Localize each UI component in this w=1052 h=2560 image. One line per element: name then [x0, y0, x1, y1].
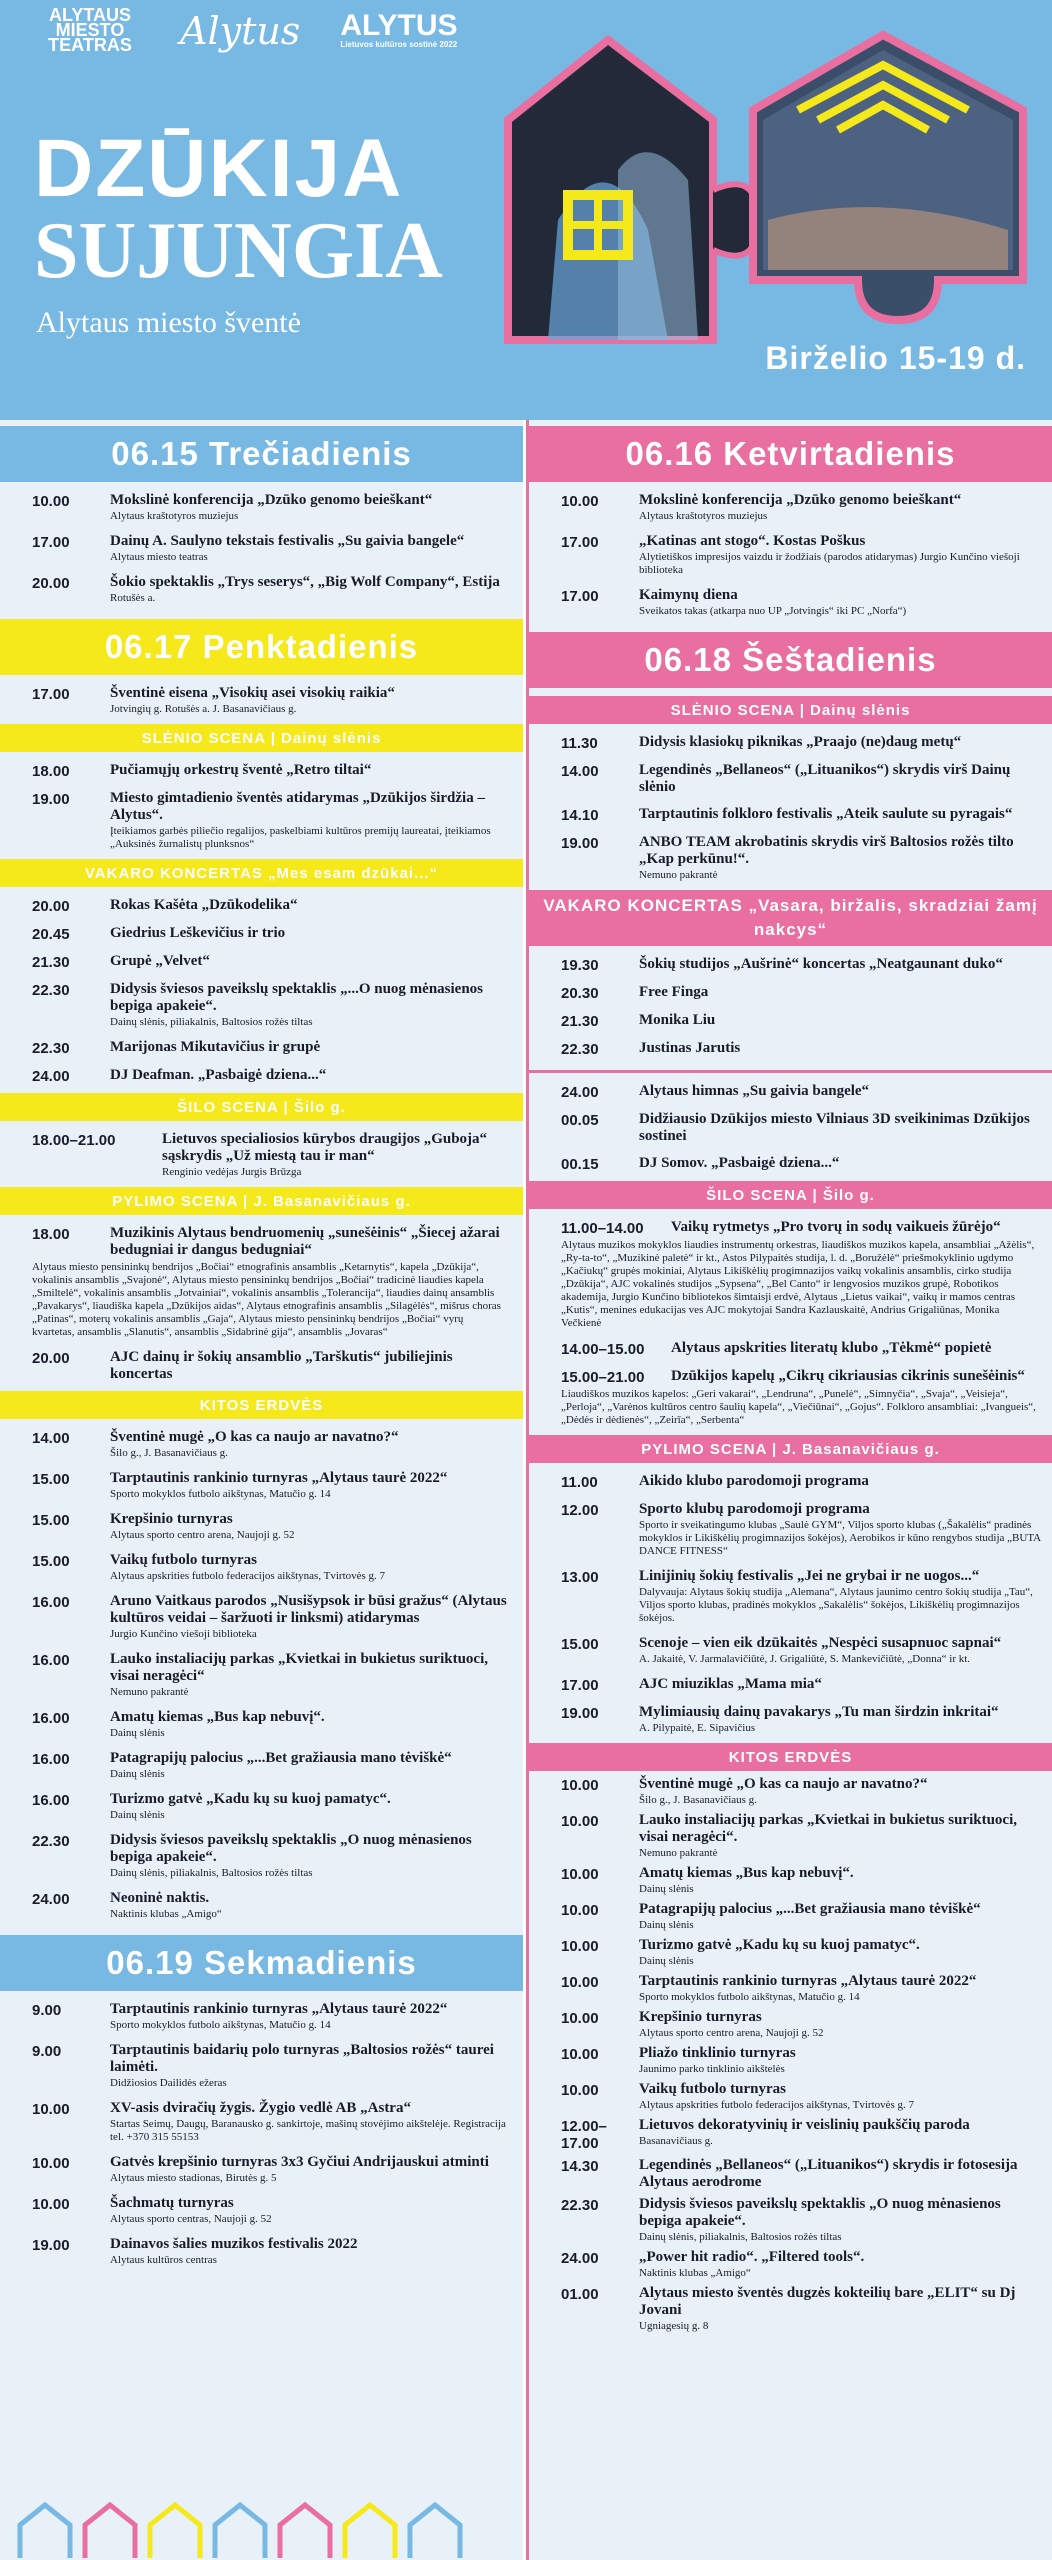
event-item — [0, 2195, 523, 2226]
event-item — [0, 1225, 523, 1259]
event-item — [0, 790, 523, 851]
event-venue: Alytaus miesto stadionas, Birutės g. 5 — [110, 2172, 277, 2184]
event-item — [0, 2042, 523, 2090]
event-item — [529, 1501, 1052, 1558]
event-time: 10.00 — [561, 1813, 599, 1830]
event-time: 9.00 — [32, 2043, 62, 2060]
event-time: 10.00 — [561, 1974, 599, 1991]
event-title: Mokslinė konferencija „Dzūko genomo beieškant“ — [110, 492, 433, 508]
event-time: 17.00 — [561, 1677, 599, 1694]
event-item — [529, 1568, 1052, 1625]
event-item — [529, 1812, 1052, 1860]
event-venue: Alytietiškos impresijos vaizdu ir žodžiais (parodos atidarymas) Jurgio Kunčino viešoji biblioteka — [639, 551, 1020, 576]
event-time: 10.00 — [561, 2046, 599, 2063]
event-time: 21.30 — [32, 954, 70, 971]
event-title: Kaimynų diena — [639, 587, 738, 603]
event-item — [529, 1340, 1052, 1358]
event-title: AJC miuziklas „Mama mia“ — [639, 1676, 822, 1692]
event-venue: Sporto ir sveikatingumo klubas „Saulė GYM“, Viljos sporto klubas („Šakalėlis“ pradinės mokyklos ir Likiškėlių progimnazijos šokėjos), Aerobikos ir kūno rengybos studija „BUTA DANCE FITNESS“ — [639, 1519, 1041, 1557]
event-venue: Nemuno pakrantė — [639, 1847, 718, 1859]
stage-header-vakaro-koncertas: VAKARO KONCERTAS „Vasara, biržalis, skradziai žamį nakcys“ — [529, 890, 1052, 946]
house-puzzle-illustration — [498, 20, 1038, 360]
event-time: 00.05 — [561, 1112, 599, 1129]
event-venue: Startas Seimų, Daugų, Baranausko g. sankirtoje, mašinų stovėjimo aikštelėje. Registracija tel. +370 315 55153 — [110, 2118, 506, 2143]
event-time: 10.00 — [32, 2196, 70, 2213]
event-venue: Dainų slėnis — [110, 1768, 165, 1780]
event-time: 11.00 — [561, 1474, 598, 1491]
event-item — [0, 1552, 523, 1583]
event-item — [529, 1040, 1052, 1058]
event-title: Lauko instaliacijų parkas „Kvietkai in bukietus suriktuoci, visai neragėci“. — [639, 1812, 1018, 1845]
event-time: 10.00 — [561, 2010, 599, 2027]
event-venue: Renginio vedėjas Jurgis Brūzga — [162, 1166, 302, 1178]
day15-events — [0, 492, 523, 605]
event-venue: Didžiosios Dailidės ežeras — [110, 2077, 227, 2089]
event-venue: Sveikatos takas (atkarpa nuo UP „Jotvingis“ iki PC „Norfa“) — [639, 605, 907, 617]
event-item — [529, 2045, 1052, 2076]
event-item — [0, 533, 523, 564]
event-time: 12.00–17.00 — [561, 2118, 607, 2152]
event-venue: Dalyvauja: Alytaus šokių studija „Alemana“, Alytaus jaunimo centro šokių studija „Tau“, Viljos sporto klubas, pradinės mokyklos „Sakalėlis“ šokėjos, Likiškėlių progimnazijos šokėjos. — [639, 1586, 1033, 1624]
day-header-0616: 06.16 Ketvirtadienis — [529, 426, 1052, 482]
kitos-erdves-list — [0, 1429, 523, 1921]
event-venue: Jaunimo parko tinklinio aikštelės — [639, 2063, 785, 2075]
event-time: 17.00 — [32, 534, 70, 551]
event-time: 14.30 — [561, 2158, 599, 2175]
event-item — [0, 1593, 523, 1641]
event-item — [529, 2285, 1052, 2333]
event-item — [0, 762, 523, 780]
event-venue: Alytaus apskrities futbolo federacijos aikštynas, Tvirtovės g. 7 — [110, 1570, 386, 1582]
event-item — [529, 1473, 1052, 1491]
event-item — [529, 1973, 1052, 2004]
event-time: 10.00 — [561, 1866, 599, 1883]
event-title: Mokslinė konferencija „Dzūko genomo beieškant“ — [639, 492, 962, 508]
event-time: 15.00 — [32, 1471, 70, 1488]
event-title: Šventinė mugė „O kas ca naujo ar navatno?“ — [639, 1776, 928, 1792]
event-title: Rokas Kašėta „Dzūkodelika“ — [110, 897, 298, 913]
event-time: 16.00 — [32, 1710, 70, 1727]
event-item — [529, 2117, 1052, 2152]
event-title: Dainų A. Saulyno tekstais festivalis „Su gaivia bangele“ — [110, 533, 465, 549]
event-title: Free Finga — [639, 984, 709, 1000]
event-item — [529, 834, 1052, 882]
event-title: Scenoje – vien eik dzūkaitės „Nespėci susapnuoc sapnai“ — [639, 1635, 1002, 1651]
event-item — [529, 2157, 1052, 2191]
event-venue: Alytaus kraštotyros muziejus — [110, 510, 239, 522]
event-time: 13.00 — [561, 1569, 599, 1586]
event-item — [529, 2081, 1052, 2112]
event-item — [0, 1470, 523, 1501]
event-item — [0, 1651, 523, 1699]
day16-events — [529, 492, 1052, 618]
event-title: Šachmatų turnyras — [110, 2195, 234, 2211]
event-time: 22.30 — [561, 1041, 599, 1058]
event-title: Alytaus himnas „Su gaivia bangele“ — [639, 1083, 870, 1099]
event-item — [529, 984, 1052, 1002]
stage-header-pylimo: PYLIMO SCENA | J. Basanavičiaus g. — [0, 1187, 523, 1215]
event-item — [529, 1012, 1052, 1030]
event-title: Turizmo gatvė „Kadu kų su kuoj pamatyc“. — [639, 1937, 920, 1953]
event-venue: Naktinis klubas „Amigo“ — [639, 2267, 751, 2279]
event-item — [0, 897, 523, 915]
event-item — [529, 1676, 1052, 1694]
event-title: DJ Deafman. „Pasbaigė dziena...“ — [110, 1067, 327, 1083]
event-participants: Alytaus muzikos mokyklos liaudies instrumentų orkestras, liaudiškos muzikos kapela, ansambliai „Ažėlis“, „Ry-ta-to“, „Muzikinė paletė“ ir kt., Astos Pilypaitės studija, l. d. „Boružėlė“ priešmokyklinio ugdymo „Kačiukų“ grupės mokiniai, Alytaus Likiškėlių progimnazijos vaikų vokalinis ansamblis, cirko studija „Dzūkija“, AJC vokalinės studijos „Sypsena“, „Bel Canto“ ir lengvosios muzikos grupė, Robotikos akademija, Jurgio Kunčino bibliotekos šimtaisji erdvė, Alytaus „Lietus vaikai“, vaikų ir mamos centras „Kutis“, menines edukacijas ves AJC mokytojai Sandra Kazlauskaitė, Andrius Grigaliūnas, Monika Večkienė — [561, 1239, 1035, 1329]
event-venue: Ugniagesių g. 8 — [639, 2320, 709, 2332]
event-time: 10.00 — [561, 1902, 599, 1919]
event-item — [0, 2154, 523, 2185]
festival-dates: Birželio 15-19 d. — [765, 340, 1026, 376]
event-title: Krepšinio turnyras — [639, 2009, 762, 2025]
event-title: Didysis šviesos paveikslų spektaklis „...O nuog mėnasienos bepiga apakeie“. — [110, 981, 484, 1014]
event-time: 22.30 — [32, 1040, 70, 1057]
event-item — [0, 1429, 523, 1460]
event-title: Pliažo tinklinio turnyras — [639, 2045, 796, 2061]
right-column — [526, 420, 1052, 2560]
event-item — [0, 492, 523, 523]
event-item — [529, 1937, 1052, 1968]
event-item — [0, 1709, 523, 1740]
event-time: 24.00 — [561, 2250, 599, 2267]
event-venue: Alytaus sporto centro arena, Naujoji g. 52 — [110, 1529, 295, 1541]
event-time: 24.00 — [561, 1084, 599, 1101]
event-venue: Šilo g., J. Basanavičiaus g. — [639, 1794, 757, 1806]
event-time: 11.30 — [561, 735, 598, 752]
poster-title-line1: DZŪKIJA — [34, 123, 404, 214]
event-title: Legendinės „Bellaneos“ („Lituanikos“) skrydis virš Dainų slėnio — [639, 762, 1011, 795]
stage-header-silo: ŠILO SCENA | Šilo g. — [0, 1093, 523, 1121]
event-item — [529, 1865, 1052, 1896]
event-participants: Alytaus miesto pensininkų bendrijos „Bočiai“ etnografinis ansamblis „Ketarnytis“, kapela „Dzūkija“, vokalinis ansamblis „Svajonė“, Alytaus miesto pensininkų bendrijos „Bočiai“ tradicinė liaudies kapela „Smiltelė“, vokalinis ansamblis „Jotvainiai“, vokalinis ansamblis „Tolerancija“, liaudies dainų ansamblis „Pavakarys“, liaudiška kapela „Dzūkijos aidas“, Alytaus etnografinis ansamblis „Silagėlės“, mišrus choras „Patinas“, moterų vokalinis ansamblis „Gaja“, Alytaus miesto pensininkų bendrijos „Bočiai“ vyrų kvartetas, ansamblis „Slanutis“, ansamblis „Sidabrinė gija“, ansamblis „Jovaras“ — [32, 1261, 501, 1338]
day-header-0615: 06.15 Trečiadienis — [0, 426, 523, 482]
event-title: Grupė „Velvet“ — [110, 953, 210, 969]
stage-header-kitos-erdves: KITOS ERDVĖS — [0, 1391, 523, 1419]
event-item — [0, 574, 523, 605]
event-venue: Jotvingių g. Rotušės a. J. Basanavičiaus g. — [110, 703, 297, 715]
event-title: Tarptautinis rankinio turnyras „Alytaus taurė 2022“ — [110, 2001, 448, 2017]
event-venue: Nemuno pakrantė — [639, 869, 718, 881]
event-title: Mylimiausių dainų pavakarys „Tu man širdzin inkritai“ — [639, 1704, 999, 1720]
event-time: 20.00 — [32, 575, 70, 592]
event-venue: Sporto mokyklos futbolo aikštynas, Matučio g. 14 — [110, 2019, 331, 2031]
event-venue: Jurgio Kunčino viešoji biblioteka — [110, 1628, 257, 1640]
event-venue: Dainų slėnis — [639, 1919, 694, 1931]
event-title: Tarptautinis rankinio turnyras „Alytaus taurė 2022“ — [639, 1973, 977, 1989]
event-time: 15.00–21.00 — [561, 1369, 645, 1386]
event-venue: Sporto mokyklos futbolo aikštynas, Matučio g. 14 — [110, 1488, 331, 1500]
event-venue: Dainų slėnis, piliakalnis, Baltosios rožės tiltas — [110, 1867, 313, 1879]
event-title: Dainavos šalies muzikos festivalis 2022 — [110, 2236, 358, 2252]
event-title: Justinas Jarutis — [639, 1040, 741, 1056]
event-time: 15.00 — [561, 1636, 599, 1653]
event-title: Sporto klubų parodomoji programa — [639, 1501, 870, 1517]
event-title: Šventinė eisena „Visokių asei visokių raikia“ — [110, 685, 395, 701]
footer-houses-decoration — [0, 2500, 526, 2560]
stage-header-slenio: SLĖNIO SCENA | Dainų slėnis — [529, 696, 1052, 724]
event-time: 00.15 — [561, 1156, 599, 1173]
event-title: Aruno Vaitkaus parodos „Nusišypsok ir būsi gražus“ (Alytaus kultūros veidai – šaržuoti ir linksmi) atidarymas — [110, 1593, 507, 1626]
event-time: 14.00 — [561, 763, 599, 780]
event-title: Lietuvos specialiosios kūrybos draugijos „Guboja“ sąskrydis „Už miestą tau ir man“ — [162, 1131, 488, 1164]
left-column — [0, 420, 526, 2560]
event-title: AJC dainų ir šokių ansamblio „Tarškutis“ jubiliejinis koncertas — [110, 1349, 453, 1382]
event-title: Marijonas Mikutavičius ir grupė — [110, 1039, 321, 1055]
event-item — [0, 1349, 523, 1383]
divider — [529, 1070, 1052, 1073]
event-item — [529, 533, 1052, 577]
teatras-logo: ALYTAUS MIESTO TEATRAS — [48, 5, 132, 55]
event-item — [0, 1890, 523, 1921]
event-venue: Nemuno pakrantė — [110, 1686, 189, 1698]
event-title: Vaikų futbolo turnyras — [110, 1552, 257, 1568]
event-time: 20.00 — [32, 1350, 70, 1367]
event-title: Vaikų rytmetys „Pro tvorų in sodų vaikueis žūrėjo“ — [671, 1219, 1001, 1235]
event-venue: Dainų slėnis — [639, 1883, 694, 1895]
poster-header — [0, 0, 1052, 420]
event-title: Didysis šviesos paveikslų spektaklis „O nuog mėnasienos bepiga apakeie“. — [639, 2196, 1001, 2229]
day19-events — [0, 2001, 523, 2267]
event-title: DJ Somov. „Pasbaigė dziena...“ — [639, 1155, 840, 1171]
event-item — [0, 981, 523, 1029]
event-item — [529, 1111, 1052, 1145]
event-title: Amatų kiemas „Bus kap nebuvį“. — [639, 1865, 854, 1881]
event-title: Linijinių šokių festivalis „Jei ne grybai ir ne uogos...“ — [639, 1568, 980, 1584]
event-title: Šokių studijos „Aušrinė“ koncertas „Neatgaunant duko“ — [639, 956, 1003, 972]
event-title: Krepšinio turnyras — [110, 1511, 233, 1527]
event-time: 10.00 — [32, 2155, 70, 2172]
event-venue: Alytaus sporto centro arena, Naujoji g. 52 — [639, 2027, 824, 2039]
event-venue: Rotušės a. — [110, 592, 156, 604]
event-time: 18.00 — [32, 1226, 70, 1243]
event-item — [529, 1219, 1052, 1237]
event-time: 19.00 — [32, 791, 70, 808]
kitos-erdves-list — [529, 1776, 1052, 2333]
event-time: 15.00 — [32, 1553, 70, 1570]
event-item — [529, 1155, 1052, 1173]
event-title: Aikido klubo parodomoji programa — [639, 1473, 869, 1489]
event-title: Tarptautinis rankinio turnyras „Alytaus taurė 2022“ — [110, 1470, 448, 1486]
event-title: Didysis klasiokų piknikas „Praajo (ne)daug metų“ — [639, 734, 962, 750]
event-title: Dzūkijos kapelų „Cikrų cikriausias cikrinis sunešėinis“ — [671, 1368, 1025, 1384]
event-time: 10.00 — [32, 2101, 70, 2118]
event-time: 16.00 — [32, 1792, 70, 1809]
poster-subtitle: Alytaus miesto šventė — [36, 306, 301, 339]
event-title: Vaikų futbolo turnyras — [639, 2081, 786, 2097]
event-title: Lauko instaliacijų parkas „Kvietkai in bukietus suriktuoci, visai neragėci“ — [110, 1651, 489, 1684]
event-time: 15.00 — [32, 1512, 70, 1529]
event-time: 16.00 — [32, 1594, 70, 1611]
event-venue: Alytaus apskrities futbolo federacijos aikštynas, Tvirtovės g. 7 — [639, 2099, 915, 2111]
event-title: Legendinės „Bellaneos“ („Lituanikos“) skrydis ir fotosesija Alytaus aerodrome — [639, 2157, 1018, 2190]
event-title: Patagrapijų palocius „...Bet gražiausia mano tėviškė“ — [639, 1901, 981, 1917]
event-venue: Dainų slėnis — [110, 1809, 165, 1821]
event-time: 21.30 — [561, 1013, 599, 1030]
event-time: 22.30 — [32, 982, 70, 999]
day-header-0618: 06.18 Šeštadienis — [529, 632, 1052, 688]
event-item — [0, 1750, 523, 1781]
event-item — [0, 2001, 523, 2032]
day-header-0617: 06.17 Penktadienis — [0, 619, 523, 675]
event-time: 20.30 — [561, 985, 599, 1002]
event-title: Tarptautinis baidarių polo turnyras „Baltosios rožės“ taurei laimėti. — [110, 2042, 494, 2075]
event-venue: Alytaus kraštotyros muziejus — [639, 510, 768, 522]
event-item — [0, 685, 523, 716]
event-time: 10.00 — [561, 1777, 599, 1794]
event-time: 19.00 — [561, 835, 599, 852]
event-item — [529, 1635, 1052, 1666]
event-venue: A. Pilypaitė, E. Sipavičius — [639, 1722, 756, 1734]
event-time: 19.00 — [32, 2237, 70, 2254]
event-venue: Basanavičiaus g. — [639, 2135, 713, 2147]
event-item — [0, 1039, 523, 1057]
event-item — [529, 956, 1052, 974]
event-item — [0, 925, 523, 943]
event-venue: Alytaus miesto teatras — [110, 551, 208, 563]
event-time: 17.00 — [561, 534, 599, 551]
event-title: Amatų kiemas „Bus kap nebuvį“. — [110, 1709, 325, 1725]
event-title: Alytaus apskrities literatų klubo „Tėkmė“ popietė — [671, 1340, 992, 1356]
event-title: XV-asis dviračių žygis. Žygio vedlė AB „Astra“ — [110, 2100, 411, 2116]
event-time: 10.00 — [561, 2082, 599, 2099]
event-venue: Sporto mokyklos futbolo aikštynas, Matučio g. 14 — [639, 1991, 860, 2003]
event-time: 10.00 — [561, 493, 599, 510]
event-time: 10.00 — [561, 1938, 599, 1955]
event-time: 11.00–14.00 — [561, 1220, 644, 1237]
event-title: „Katinas ant stogo“. Kostas Poškus — [639, 533, 866, 549]
event-title: Muzikinis Alytaus bendruomenių „sunešėinis“ „Šiecej ažarai bedugniai ir dangus bedugniai“ — [110, 1225, 500, 1258]
event-time: 22.30 — [561, 2197, 599, 2214]
event-item — [529, 734, 1052, 752]
event-venue: Dainų slėnis — [639, 1955, 694, 1967]
event-time: 20.00 — [32, 898, 70, 915]
stage-header-slenio: SLĖNIO SCENA | Dainų slėnis — [0, 724, 523, 752]
event-title: Didžiausio Dzūkijos miesto Vilniaus 3D sveikinimas Dzūkijos sostinei — [639, 1111, 1030, 1144]
event-item — [529, 492, 1052, 523]
event-time: 14.00 — [32, 1430, 70, 1447]
event-time: 14.10 — [561, 807, 599, 824]
event-time: 19.00 — [561, 1705, 599, 1722]
event-participants: Liaudiškos muzikos kapelos: „Geri vakarai“, „Lendruna“, „Punelė“, „Simnyčia“, „Svaja“, „Veisiejа“, „Perloja“, „Varėnos kultūros centro šaulių kapela“, „Viečiūnai“, „Gojus“. Folkloro ansambliai: „Ivangueis“, „Dėdės ir dėdienės“, „Zeirīa“, „Serbenta“ — [561, 1388, 1036, 1426]
event-time: 24.00 — [32, 1068, 70, 1085]
logo-row — [40, 5, 458, 55]
event-title: Didysis šviesos paveikslų spektaklis „O nuog mėnasienos bepiga apakeie“. — [110, 1832, 472, 1865]
event-time: 01.00 — [561, 2286, 599, 2303]
alytus-capital-logo — [340, 9, 458, 49]
event-item — [529, 1704, 1052, 1735]
alytus-capital-logo-text: ALYTUS — [340, 9, 458, 42]
event-venue: Alytaus sporto centras, Naujoji g. 52 — [110, 2213, 272, 2225]
event-time: 16.00 — [32, 1652, 70, 1669]
event-item — [0, 1067, 523, 1085]
event-title: Monika Liu — [639, 1012, 716, 1028]
event-time: 18.00 — [32, 763, 70, 780]
event-item — [529, 762, 1052, 796]
event-title: Tarptautinis folkloro festivalis „Ateik saulute su pyragais“ — [639, 806, 1013, 822]
event-item — [529, 1901, 1052, 1932]
event-time: 9.00 — [32, 2002, 62, 2019]
event-title: Šokio spektaklis „Trys seserys“, „Big Wolf Company“, Estija — [110, 574, 500, 590]
event-time: 17.00 — [32, 686, 70, 703]
event-item — [529, 587, 1052, 618]
event-item — [0, 1131, 523, 1179]
event-venue: Dainų slėnis, piliakalnis, Baltosios rožės tiltas — [110, 1016, 313, 1028]
event-title: ANBO TEAM akrobatinis skrydis virš Baltosios rožės tilto „Kap perkūnu!“. — [639, 834, 1014, 867]
stage-header-silo: ŠILO SCENA | Šilo g. — [529, 1181, 1052, 1209]
event-item — [529, 2196, 1052, 2244]
event-item — [0, 2100, 523, 2144]
event-title: Miesto gimtadienio šventės atidarymas „Dzūkijos širdžia – Alytus“. — [110, 790, 485, 823]
event-title: Pučiamųjų orkestrų šventė „Retro tiltai“ — [110, 762, 372, 778]
event-time: 19.30 — [561, 957, 599, 974]
event-venue: A. Jakaitė, V. Jarmalavičiūtė, J. Grigaliūtė, S. Mankevičiūtė, „Donna“ ir kt. — [639, 1653, 971, 1665]
event-item — [529, 1083, 1052, 1101]
event-item — [529, 1368, 1052, 1386]
event-venue: Šilo g., J. Basanavičiaus g. — [110, 1447, 228, 1459]
event-item — [0, 1511, 523, 1542]
event-time: 16.00 — [32, 1751, 70, 1768]
event-title: Patagrapijų palocius „...Bet gražiausia mano tėviškė“ — [110, 1750, 452, 1766]
event-venue: Įteikiamos garbės piliečio regalijos, paskelbiami kultūros premijų laureatai, įteikiamos „Auksinės žurnalistų plunksnos“ — [110, 825, 491, 850]
event-time: 10.00 — [32, 493, 70, 510]
poster-title-line2: SUJUNGIA — [34, 207, 443, 295]
event-title: Alytaus miesto šventės dugzės kokteilių bare „ELIT“ su Dj Jovani — [639, 2285, 1016, 2318]
event-venue: Naktinis klubas „Amigo“ — [110, 1908, 222, 1920]
event-title: Šventinė mugė „O kas ca naujo ar navatno?“ — [110, 1429, 399, 1445]
stage-header-kitos-erdves: KITOS ERDVĖS — [529, 1743, 1052, 1771]
event-item — [529, 806, 1052, 824]
event-item — [0, 953, 523, 971]
stage-header-pylimo: PYLIMO SCENA | J. Basanavičiaus g. — [529, 1435, 1052, 1463]
event-item — [529, 1776, 1052, 1807]
event-title: Neoninė naktis. — [110, 1890, 210, 1906]
event-time: 22.30 — [32, 1833, 70, 1850]
event-venue: Alytaus kultūros centras — [110, 2254, 217, 2266]
alytus-capital-logo-small: Lietuvos kultūros sostinė 2022 — [340, 40, 458, 49]
event-title: Turizmo gatvė „Kadu kų su kuoj pamatyc“. — [110, 1791, 391, 1807]
event-title: Gatvės krepšinio turnyras 3x3 Gyčiui Andrijauskui atminti — [110, 2154, 489, 2170]
event-time: 14.00–15.00 — [561, 1341, 645, 1358]
event-item — [0, 1791, 523, 1822]
event-time: 24.00 — [32, 1891, 70, 1908]
alytus-script-logo: Alytus — [180, 8, 301, 53]
event-time: 18.00–21.00 — [32, 1132, 116, 1149]
event-item — [0, 2236, 523, 2267]
event-title: Lietuvos dekoratyvinių ir veislinių paukščių paroda — [639, 2117, 970, 2133]
event-title: Giedrius Leškevičius ir trio — [110, 925, 286, 941]
event-venue: Dainų slėnis, piliakalnis, Baltosios rožės tiltas — [639, 2231, 842, 2243]
stage-header-vakaro-koncertas: VAKARO KONCERTAS „Mes esam dzūkai...“ — [0, 859, 523, 887]
event-time: 12.00 — [561, 1502, 599, 1519]
event-title: „Power hit radio“. „Filtered tools“. — [639, 2249, 865, 2265]
event-venue: Dainų slėnis — [110, 1727, 165, 1739]
event-item — [529, 2249, 1052, 2280]
event-time: 20.45 — [32, 926, 70, 943]
event-item — [0, 1832, 523, 1880]
event-item — [529, 2009, 1052, 2040]
event-time: 17.00 — [561, 588, 599, 605]
day-header-0619: 06.19 Sekmadienis — [0, 1935, 523, 1991]
